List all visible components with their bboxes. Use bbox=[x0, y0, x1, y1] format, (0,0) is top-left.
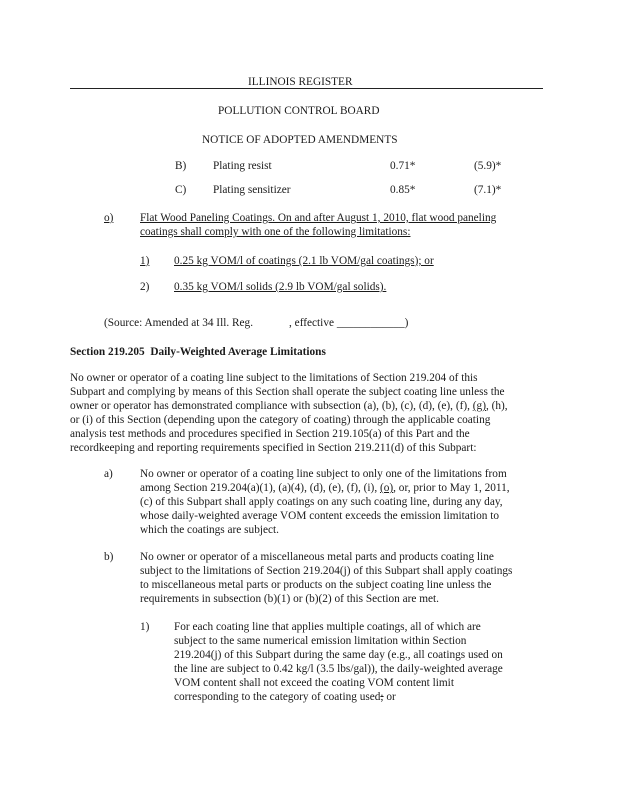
item-o-sub2-text: 0.35 kg VOM/l solids (2.9 lb VOM/gal solids). bbox=[174, 281, 387, 293]
row-letter: B) bbox=[175, 160, 187, 172]
section-number: Section 219.205 bbox=[70, 346, 145, 358]
para-b1-line: corresponding to the category of coating used; or bbox=[174, 691, 396, 703]
intro-line: or (i) of this Section (depending upon the category of coating) through the applicable coating bbox=[70, 414, 491, 426]
intro-paragraph bbox=[70, 371, 508, 455]
para-b-marker: b) bbox=[104, 551, 114, 563]
intro-line: No owner or operator of a coating line subject to the limitations of Section 219.204 of this bbox=[70, 372, 478, 384]
para-b1-line: the line are subject to 0.42 kg/l (3.5 lbs/gal)), the daily-weighted average bbox=[174, 663, 503, 675]
source-blank: ____________ bbox=[336, 317, 405, 329]
intro-line: recordkeeping and reporting requirements specified in Section 219.211(d) of this Subpart: bbox=[70, 442, 477, 454]
header-rule bbox=[70, 88, 543, 89]
para-a bbox=[140, 467, 510, 537]
para-a-line: (c) of this Subpart shall apply coatings on any such coating line, during any day, bbox=[140, 496, 503, 508]
para-b1-line: For each coating line that applies multiple coatings, all of which are bbox=[174, 621, 481, 633]
source-note bbox=[104, 316, 408, 330]
intro-line: analysis test methods and procedures specified in Section 219.105(a) of this Part and the bbox=[70, 428, 470, 440]
para-a-line: which the coatings are subject. bbox=[140, 524, 279, 536]
para-b1-line: subject to the same numerical emission limitation within Section bbox=[174, 635, 467, 647]
item-o-sub1-text: 0.25 kg VOM/l of coatings (2.1 lb VOM/gal coatings); or bbox=[174, 255, 434, 267]
para-a-line: whose daily-weighted average VOM content exceeds the emission limitation to bbox=[140, 510, 500, 522]
inserted-g: (g) bbox=[472, 400, 486, 412]
row-name: Plating sensitizer bbox=[213, 184, 291, 196]
section-title: Daily-Weighted Average Limitations bbox=[150, 346, 326, 358]
item-o-marker: o) bbox=[104, 212, 114, 224]
section-heading bbox=[70, 345, 326, 359]
row-alt-value: (5.9)* bbox=[474, 160, 502, 172]
register-title: ILLINOIS REGISTER bbox=[248, 76, 353, 88]
item-o-sub2-marker: 2) bbox=[140, 281, 150, 293]
para-a-line: among Section 219.204(a)(1), (a)(4), (d), (e), (f), (i), (o), or, prior to May 1, 2011, bbox=[140, 482, 510, 494]
para-b-line: No owner or operator of a miscellaneous metal parts and products coating line bbox=[140, 551, 494, 563]
para-b1-line: 219.204(j) of this Subpart during the same day (e.g., all coatings used on bbox=[174, 649, 503, 661]
row-alt-value: (7.1)* bbox=[474, 184, 502, 196]
para-b1-line: VOM content shall not exceed the coating VOM content limit bbox=[174, 677, 454, 689]
source-close: ) bbox=[404, 317, 409, 329]
row-value: 0.85* bbox=[390, 184, 416, 196]
para-b-line: subject to the limitations of Section 219.204(j) of this Subpart shall apply coatings bbox=[140, 565, 513, 577]
para-a-line: No owner or operator of a coating line subject to only one of the limitations from bbox=[140, 468, 507, 480]
row-letter: C) bbox=[175, 184, 187, 196]
row-value: 0.71* bbox=[390, 160, 416, 172]
inserted-o: (o) bbox=[379, 482, 394, 494]
intro-line: Subpart and complying by means of this Section shall operate the subject coating line unless the bbox=[70, 386, 505, 398]
para-a-marker: a) bbox=[104, 468, 113, 480]
row-name: Plating resist bbox=[213, 160, 272, 172]
para-b1-marker: 1) bbox=[140, 621, 150, 633]
board-title: POLLUTION CONTROL BOARD bbox=[218, 105, 380, 117]
para-b1 bbox=[174, 620, 503, 704]
source-lead: (Source: Amended at 34 Ill. Reg. bbox=[104, 317, 254, 329]
intro-line: owner or operator has demonstrated compliance with subsection (a), (b), (c), (d), (e), (f), (g), (h), bbox=[70, 400, 508, 412]
item-o-sub1-marker: 1) bbox=[140, 255, 150, 267]
para-b bbox=[140, 550, 512, 606]
struck-semicolon: ; bbox=[380, 691, 384, 703]
source-effective: , effective bbox=[289, 317, 334, 329]
notice-title: NOTICE OF ADOPTED AMENDMENTS bbox=[202, 134, 398, 146]
para-b-line: requirements in subsection (b)(1) or (b)(2) of this Section are met. bbox=[140, 593, 439, 605]
item-o-line2: coatings shall comply with one of the following limitations: bbox=[140, 226, 411, 238]
item-o-line1: Flat Wood Paneling Coatings. On and after August 1, 2010, flat wood paneling bbox=[140, 212, 497, 224]
para-b-line: to miscellaneous metal parts or products on the subject coating line unless the bbox=[140, 579, 492, 591]
